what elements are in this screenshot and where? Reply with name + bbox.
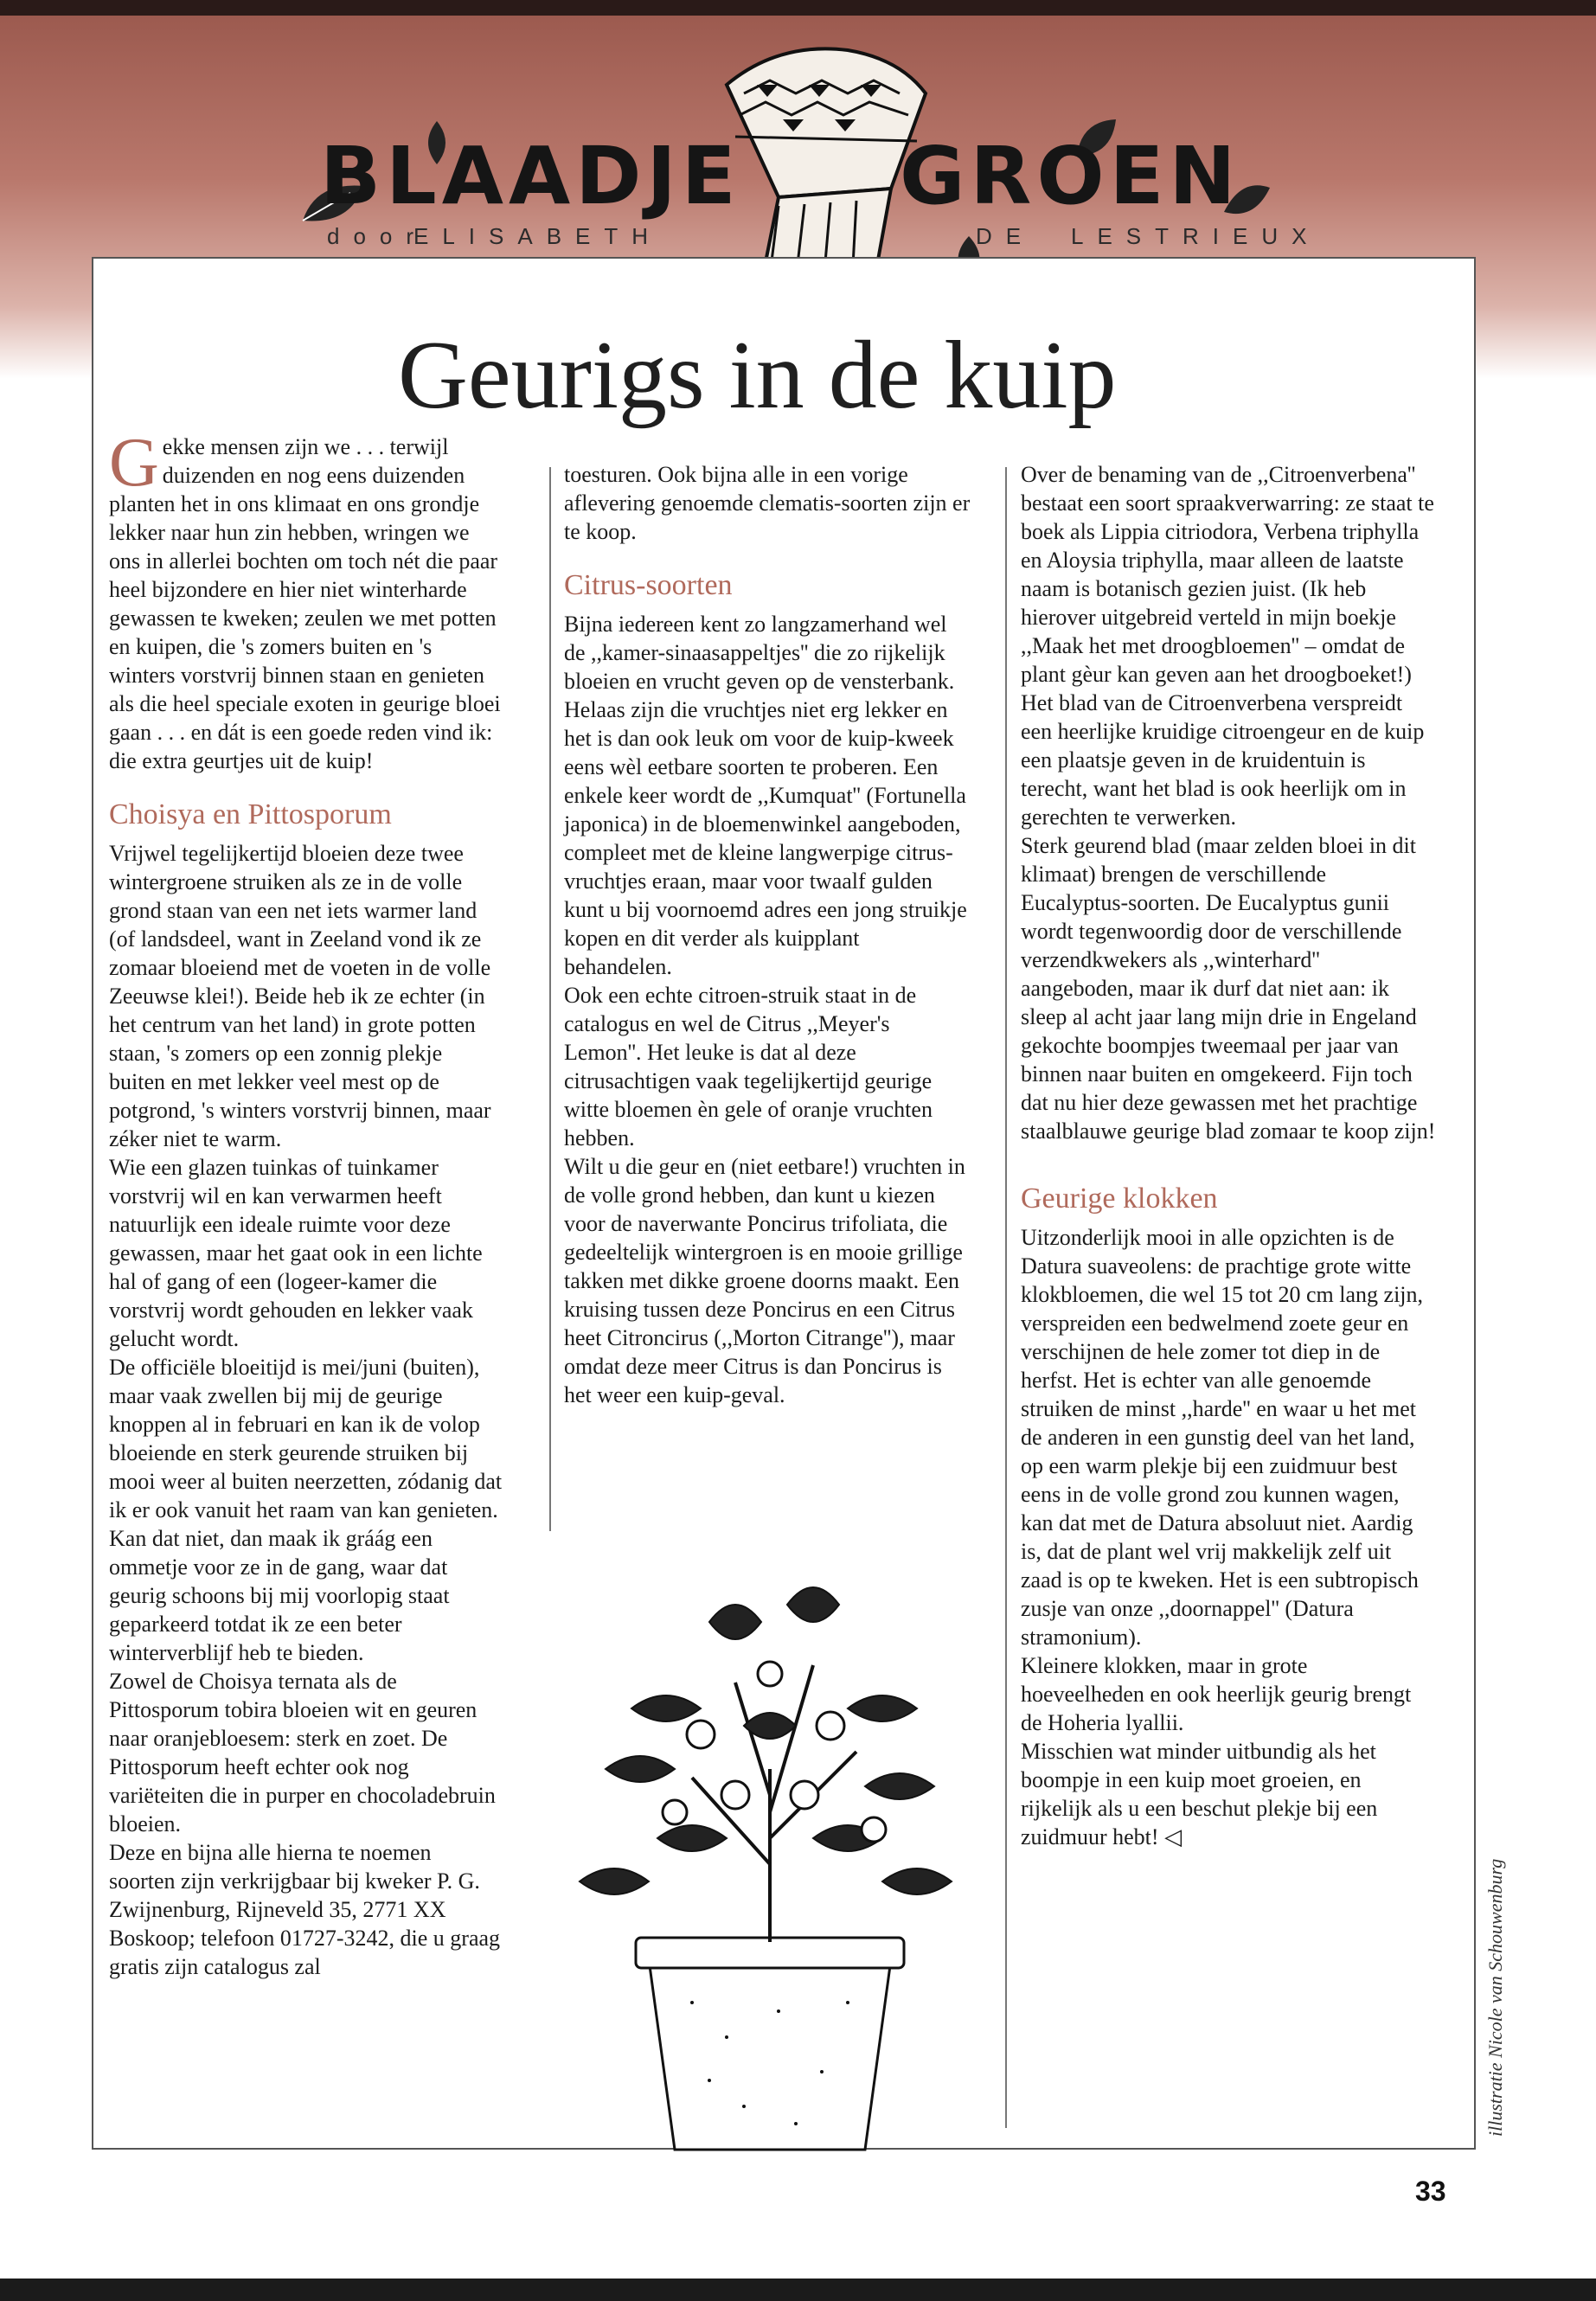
drop-cap: G [109, 425, 159, 501]
byline-last-name: LESTRIEUX [1071, 223, 1321, 249]
intro-paragraph [109, 425, 503, 775]
byline-first-name: ELISABETH [413, 223, 663, 249]
article-column-2 [564, 460, 971, 1409]
masthead-right: GROEN [900, 130, 1241, 222]
column-masthead [320, 130, 1280, 222]
paragraph: Kleinere klokken, maar in grote hoeveelheden en ook heerlijk geurig brengt de Hoheria lyallii. [1021, 1653, 1412, 1735]
potted-citrus-illustration [519, 1553, 1021, 2158]
paragraph: Zowel de Choisya ternata als de Pittosporum tobira bloeien wit en geuren naar oranjebloesem: sterk en zoet. De Pittosporum heeft echter ook nog variëteiten die in purper en chocoladebruin bloeien. [109, 1669, 496, 1836]
byline-particle: DE [976, 223, 1035, 249]
page-number: 33 [1415, 2176, 1446, 2207]
paragraph: Over de benaming van de ,,Citroenverbena'' bestaat een soort spraakverwarring: ze staat te boek als Lippia citriodora, Verbena triphylla en Aloysia triphylla, maar alleen de laatste naam is botanisch gezien juist. (Ik heb hierover uitgebreid verteld in mijn boekje ,,Maak het met droogbloemen'' – omdat de plant gèur kan geven aan het droogboeket!) Het blad van de Citroenverbena verspreidt een heerlijke kruidige citroengeur en de kuip een plaatsje geven in de kruidentuin is terecht, want het blad is ook heerlijk om in gerechten te verwerken. [1021, 462, 1434, 830]
scan-edge-bottom [0, 2279, 1596, 2301]
paragraph: Wilt u die geur en (niet eetbare!) vruchten in de volle grond hebben, dan kunt u kiezen voor de naverwante Poncirus trifoliata, die gedeeltelijk wintergroen is en mooie grillige takken met dikke groene doorns maakt. Een kruising tussen deze Poncirus en een Citrus heet Citroncirus (,,Morton Citrange''), maar omdat deze meer Citrus is dan Poncirus is het weer een kuip-geval. [564, 1154, 965, 1407]
paragraph: toesturen. Ook bijna alle in een vorige aflevering genoemde clematis-soorten zijn er te koop. [564, 462, 971, 544]
article-title: Geurigs in de kuip [398, 322, 1117, 429]
article-column-1 [109, 425, 503, 1981]
paragraph: Uitzonderlijk mooi in alle opzichten is de Datura suaveolens: de prachtige grote witte klokbloemen, die wel 15 tot 20 cm lang zijn, verspreiden een bedwelmend zoete geur en verschijnen de hele zomer tot diep in de herfst. Het is echter van alle genoemde struiken de minst ,,harde'' en waar u het met de anderen in een gunstig deel van het land, op een warm plekje bij een zuidmuur best eens in de volle grond zou kunnen wagen, kan dat met de Datura absoluut niet. Aardig is, dat de plant wel vrij makkelijk zelf uit zaad is op te kweken. Het is een subtropisch zusje van onze ,,doornappel'' (Datura stramonium). [1021, 1225, 1424, 1650]
paragraph: Misschien wat minder uitbundig als het boompje in een kuip moet groeien, en rijkelijk als u een beschut plekje bij een zuidmuur hebt! ◁ [1021, 1739, 1378, 1849]
scan-edge-top [0, 0, 1596, 16]
masthead-left: BLAADJE [320, 130, 741, 222]
paragraph: Deze en bijna alle hierna te noemen soorten zijn verkrijgbaar bij kweker P. G. Zwijnenburg, Rijneveld 35, 2771 XX Boskoop; telefoon 01727-3242, die u graag gratis zijn catalogus zal [109, 1840, 501, 1979]
paragraph: Sterk geurend blad (maar zelden bloei in dit klimaat) brengen de verschillende Eucalyptus-soorten. De Eucalyptus gunii wordt tegenwoordig door de verschillende verzendkwekers als ,,winterhard'' aangeboden, maar ik durf dat niet aan: ik sleep al acht jaar lang mijn drie in Engeland gekochte boompjes tweemaal per jaar van binnen naar buiten en omgekeerd. Fijn toch dat nu hier deze gewassen met het prachtige staalblauwe geurige blad zomaar te koop zijn! [1021, 833, 1436, 1144]
byline-by: door [327, 223, 428, 249]
section-heading-klokken: Geurige klokken [1021, 1183, 1218, 1215]
column-divider [549, 467, 551, 1531]
paragraph: Vrijwel tegelijkertijd bloeien deze twee wintergroene struiken als ze in de volle grond staan van een net iets warmer land (of landsdeel, want in Zeeland vond ik ze zomaar bloeiend met de voeten in de volle Zeeuwse klei!). Beide heb ik ze echter (in het centrum van het land) in grote potten staan, 's zomers op een zonnig plekje buiten en met lekker veel mest op de potgrond, 's winters vorstvrij binnen, maar zéker niet te warm. [109, 841, 491, 1151]
illustration-credit: illustratie Nicole van Schouwenburg [1484, 1858, 1506, 2137]
paragraph: Wie een glazen tuinkas of tuinkamer vorstvrij wil en kan verwarmen heeft natuurlijk een ideale ruimte voor deze gewassen, maar het gaat ook in een lichte hal of gang of een (logeer-kamer die vorstvrij wordt gehouden en lekker vaak gelucht wordt. [109, 1155, 483, 1351]
paragraph: Ook een echte citroen-struik staat in de catalogus en wel de Citrus ,,Meyer's Lemon''. Het leuke is dat al deze citrusachtigen vaak tegelijkertijd geurige witte bloemen èn gele of oranje vruchten hebben. [564, 983, 933, 1150]
section-heading-citrus: Citrus-soorten [564, 569, 733, 601]
section-heading-choisya: Choisya en Pittosporum [109, 798, 392, 830]
paragraph: De officiële bloeitijd is mei/juni (buiten), maar vaak zwellen bij mij de geurige knoppen al in februari en kan ik de volop bloeiende en sterk geurende struiken bij mooi weer al buiten neerzetten, zódanig dat ik er ook vanuit het raam van kan genieten. Kan dat niet, dan maak ik gráág een ommetje voor ze in de gang, waar dat geurig schoons bij mij voorlopig staat geparkeerd totdat ik ze een beter winterverblijf heb te bieden. [109, 1355, 503, 1665]
paragraph: Bijna iedereen kent zo langzamerhand wel de ,,kamer-sinaasappeltjes'' die zo rijkelijk bloeien en vrucht geven op de vensterbank. Helaas zijn die vruchtjes niet erg lekker en het is dan ook leuk om voor de kuip-kweek eens wèl eetbare soorten te proberen. Een enkele keer wordt de ,,Kumquat'' (Fortunella japonica) in de bloemenwinkel aangeboden, compleet met de kleine langwerpige citrus-vruchtjes eraan, maar voor twaalf gulden kunt u bij voornoemd adres een jong struikje kopen en dit verder als kuipplant behandelen. [564, 612, 967, 979]
article-column-3 [1021, 460, 1436, 1851]
intro-text: ekke mensen zijn we . . . terwijl duizenden en nog eens duizenden planten het in ons klimaat en ons grondje lekker naar hun zin hebben, wringen we ons in allerlei bochten om toch nét die paar heel bijzondere en hier niet winterharde gewassen te kweken; zeulen we met potten en kuipen, die 's zomers buiten en 's winters vorstvrij binnen staan en genieten als die heel speciale exoten in geurige bloei gaan . . . en dát is een goede reden vind ik: die extra geurtjes uit de kuip! [109, 434, 501, 773]
